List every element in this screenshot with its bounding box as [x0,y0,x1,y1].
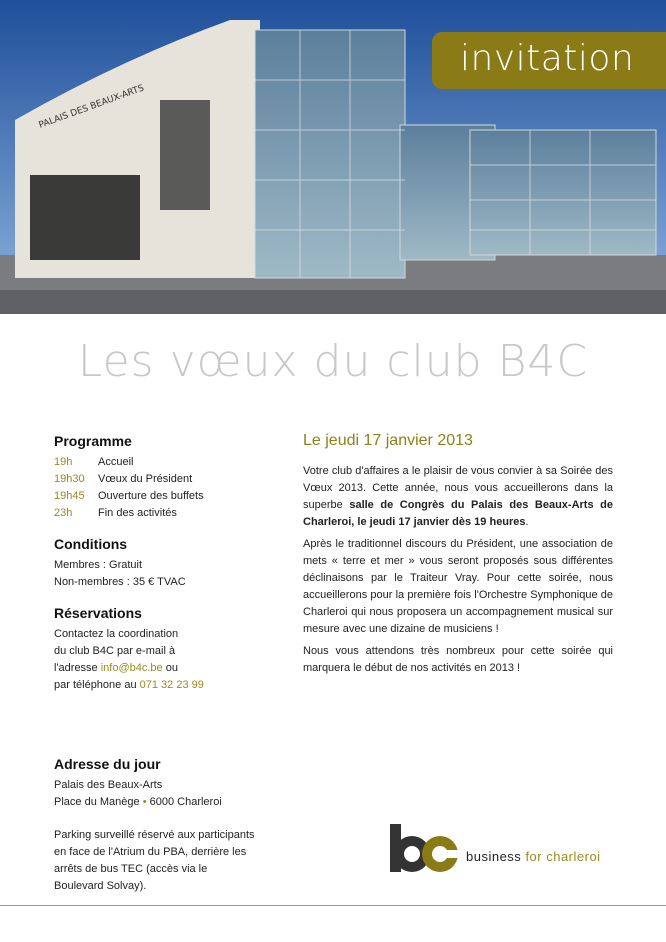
programme-label: Ouverture des buffets [98,490,204,502]
footer-divider [0,905,666,906]
paragraph-text: Votre club d'affaires a le plaisir de vous convier à sa Soirée des Vœux 2013. Cette année, nous vous accueillerons dans la superbe [303,465,613,511]
paragraph-2: Après le traditionnel discours du Président, une association de mets « terre et mer » vous seront proposés sous différentes déclinaisons par le Traiteur Vray. Pour cette soirée, nous accueillerons pour la première fois l'Orchestre Symphonique de Charleroi qui nous proposera un accompagnement musical sur mesure avec une dizaine de musiciens ! [303,538,613,635]
programme-time: 19h45 [54,490,85,502]
address-city: 6000 Charleroi [149,796,222,808]
reservations-text: l'adresse [54,662,101,674]
programme-time: 19h [54,456,73,468]
programme-label: Vœux du Président [98,473,193,485]
programme-heading: Programme [54,433,132,449]
event-description [303,432,613,682]
logo-word-charleroi: for charleroi [525,848,601,864]
reservations-section [54,605,274,694]
conditions-section [54,536,274,591]
programme-label: Accueil [98,456,134,468]
paragraph-3: Nous vous attendons très nombreux pour cette soirée qui marquera le début de nos activités en 2013 ! [303,645,613,674]
phone-link[interactable]: 071 32 23 99 [139,679,204,691]
condition-members: Membres : Gratuit [54,559,143,571]
conditions-heading: Conditions [54,536,128,552]
email-link[interactable]: info@b4c.be [100,662,163,674]
address-line-1: Palais des Beaux-Arts [54,779,163,791]
b4c-logo [388,824,601,874]
bc-logo-icon [388,824,462,874]
address-heading: Adresse du jour [54,756,161,772]
logo-word-business: business [466,848,522,864]
programme-time: 19h30 [54,473,85,485]
address-street: Place du Manège [54,796,140,808]
bullet: • [142,796,147,808]
reservations-text: du club B4C par e-mail à [54,645,176,657]
programme-item [54,488,274,505]
building-sign: PALAIS DES BEAUX-ARTS [37,83,146,131]
paragraph-text: . [525,516,529,528]
programme-item [54,454,274,471]
paragraph-bold: salle de Congrès du Palais des Beaux-Arts de Charleroi, le jeudi 17 janvier dès 19 heures [303,499,613,528]
reservations-heading: Réservations [54,605,142,621]
paragraph-1 [303,463,613,531]
reservations-text: ou [162,662,178,674]
event-date: Le jeudi 17 janvier 2013 [303,432,473,449]
reservations-text: Contactez la coordination [54,628,179,640]
programme-time: 23h [54,507,73,519]
condition-non-members: Non-membres : 35 € TVAC [54,576,186,588]
address-line-2 [54,794,294,811]
left-column [54,433,274,708]
programme-item [54,471,274,488]
invitation-banner: invitation [432,32,666,89]
parking-info: Parking surveillé réservé aux participants en face de l'Atrium du PBA, derrière les arrêts de bus TEC (accès via le Boulevard Solvay). [54,829,255,892]
reservations-text: par téléphone au [54,679,140,691]
programme-label: Fin des activités [98,507,177,519]
page-title: Les vœux du club B4C [77,336,589,387]
programme-item [54,505,274,522]
programme-section [54,433,274,522]
logo-text [466,849,601,864]
address-section [54,756,294,895]
